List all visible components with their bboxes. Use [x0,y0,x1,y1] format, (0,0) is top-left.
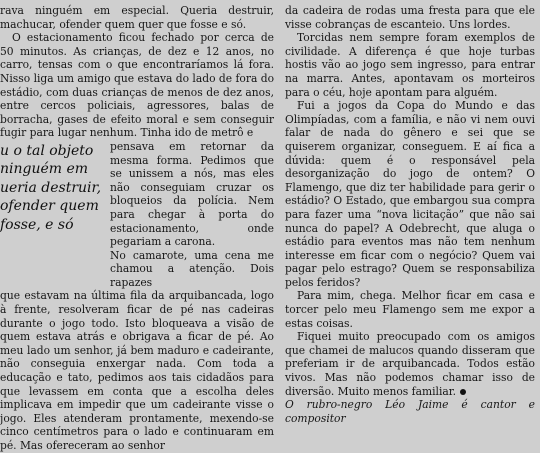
end-mark-icon [460,389,466,395]
pull-quote-line: fosse, e só [0,216,74,233]
paragraph-final [285,330,535,398]
author-byline: O rubro-negro Léo Jaime é cantor e compositor [285,398,535,425]
pull-quote-line: u o tal objeto [0,142,94,159]
pull-quote [0,142,102,235]
paragraph: Fui a jogos da Copa do Mundo e das Olimpíadas, com a família, e não vi nem ouvi falar de nada do gênero e sei que se quiserem organizar, conseguem. E aí fica a dúvida: quem é o responsável pela desorganização do jogo de ontem? O Flamengo, que diz ter habilidade para gerir o estádio? O Estado, que embargou sua compra para fazer uma “nova licitação” que não sai nunca do papel? A Odebrecht, que aluga o estádio para eventos mas não tem nenhum interesse em ficar com o negócio? Quem vai pagar pelo estrago? Quem se responsabiliza pelos feridos? [285,99,535,289]
paragraph: Para mim, chega. Melhor ficar em casa e torcer pelo meu Flamengo sem me expor a estas coisas. [285,289,535,330]
paragraph-text: Fiquei muito preocupado com os amigos que chamei de malucos quando disseram que preferiam ir de arquibancada. Todos estão vivos. Mas não podemos chamar isso de diversão. Muito menos familiar. [285,330,535,398]
paragraph: pensava em retornar da mesma forma. Pedimos que se unissem a nós, mas eles não conseguiam cruzar os bloqueios da polícia. Nem para chegar à porta do estacionamento, onde pegariam a carona. [110,139,274,249]
pull-quote-line: ninguém em [0,161,89,178]
pull-quote-line: ofender quem [0,198,99,215]
pull-quote-line: ueria destruir, [0,179,102,196]
article-column-left [0,4,274,453]
pull-quote-row [0,140,274,290]
paragraph: O estacionamento ficou fechado por cerca de 50 minutos. As crianças, de dez e 12 anos, no carro, tensas com o que encontraríamos lá fora. Nisso liga um amigo que estava do lado de fora do estádio, com duas crianças de menos de dez anos, entre cercos policiais, agressores, balas de borracha, gases de efeito moral e sem conseguir fugir para lugar nenhum. Tinha ido de metrô e [0,31,275,140]
paragraph: No camarote, uma cena me chamou a atenção. Dois rapazes [110,248,274,289]
paragraph: rava ninguém em especial. Queria destruir, machucar, ofender quem quer que fosse e só. [0,4,274,31]
paragraph: que estavam na última fila da arquibancada, logo à frente, resolveram ficar de pé nas cadeiras durante o jogo todo. Isto bloqueava a visão de quem estava atrás e obrigava a ficar de pé. Ao meu lado um senhor, já bem maduro e cadeirante, não conseguia enxergar nada. Com toda a educação e tato, pedimos aos tais cidadãos para que levassem em conta que a escolha deles implicava em impedir que um cadeirante visse o jogo. Eles atenderam prontamente, mexendo-se cinco centímetros para o lado e continuaram em pé. Mas ofereceram ao senhor [0,289,274,452]
article-column-right [285,4,535,425]
paragraph: Torcidas nem sempre foram exemplos de civilidade. A diferença é que hoje turbas hostis vão ao jogo sem ingresso, para entrar na marra. Antes, apontavam os morteiros para o céu, hoje apontam para alguém. [285,31,535,99]
paragraph: da cadeira de rodas uma fresta para que ele visse cobranças de escanteio. Uns lordes. [285,4,535,31]
pull-quote-wrap-text [98,140,274,290]
